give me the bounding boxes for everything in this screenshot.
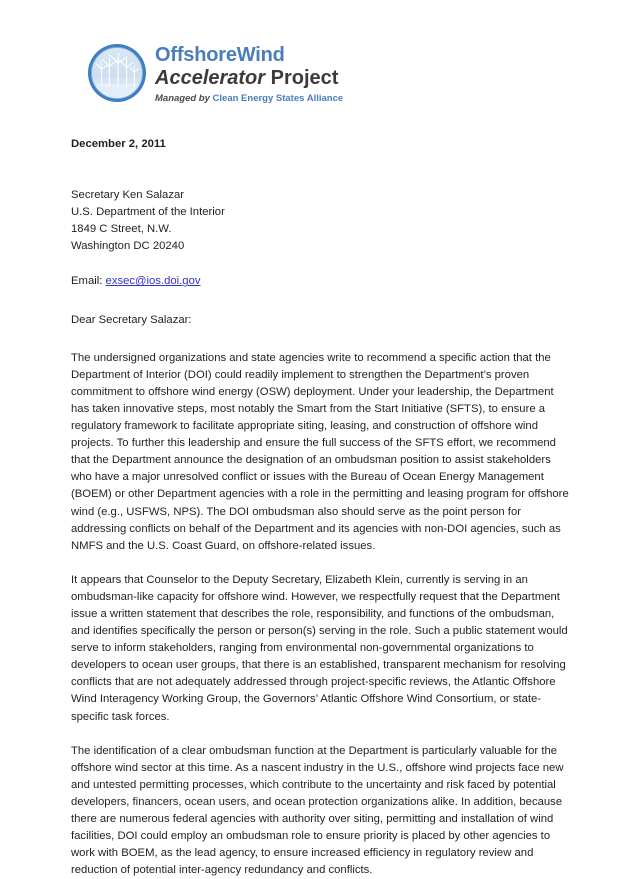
wordmark: [155, 44, 343, 104]
brand-name-offshorewind: OffshoreWind: [155, 44, 285, 66]
body-paragraph: The undersigned organizations and state agencies write to recommend a specific action that the Department of Interior (DOI) could readily implement to strengthen the Department’s proven commitment to offshore wind energy (OSW) deployment. Under your leadership, the Department has taken innovative steps, most notably the Smart from the Start Initiative (SFTS), to ensure a regulatory framework to facilitate appropriate siting, leasing, and construction of offshore wind projects. To further this leadership and ensure the full success of the SFTS effort, we recommend that the Department announce the designation of an ombudsman position to assist stakeholders who have a major unresolved conflict or issues with the Bureau of Ocean Energy Management (BOEM) or other Department agencies with a role in the permitting and leasing program for offshore wind (e.g., USFWS, NPS). The DOI ombudsman also should serve as the point person for addressing conflicts on behalf of the Department and its agencies with non-DOI agencies, such as NMFS and the U.S. Coast Guard, on offshore-related issues.: [71, 351, 569, 552]
brand-name-accelerator-project: [155, 67, 343, 90]
brand-word-accelerator: Accelerator: [155, 67, 266, 89]
email-label: Email:: [71, 275, 103, 288]
brand-tagline: [155, 93, 343, 104]
address-line: 1849 C Street, N.W.: [71, 223, 172, 236]
address-line: Washington DC 20240: [71, 240, 185, 253]
offshore-wind-turbines-badge-icon: [91, 47, 143, 99]
address-line: Secretary Ken Salazar: [71, 189, 185, 202]
brand-word-project: Project: [270, 67, 339, 89]
salutation: Dear Secretary Salazar:: [71, 313, 192, 326]
offshore-wind-logo: [88, 44, 146, 102]
email-link[interactable]: exsec@ios.doi.gov: [105, 275, 201, 288]
letterhead: [88, 44, 343, 104]
tagline-organization: Clean Energy States Alliance: [212, 93, 344, 104]
recipient-email-line: [71, 273, 571, 290]
body-paragraph: It appears that Counselor to the Deputy Secretary, Elizabeth Klein, currently is serving in an ombudsman-like capacity for offshore wind. However, we respectfully request that the Department issue a written statement that describes the role, responsibility, and functions of the ombudsman, and identifies specifically the person or person(s) serving in the role. Such a public statement would serve to inform stakeholders, ranging from environmental non-governmental organizations to developers to ocean user groups, that there is an established, transparent mechanism for resolving conflicts that are not adequately addressed through project-specific reviews, the Atlantic Offshore Wind Interagency Working Group, the Governors’ Atlantic Offshore Wind Consortium, or state-specific task forces.: [71, 573, 568, 723]
address-line: U.S. Department of the Interior: [71, 206, 225, 219]
tagline-managed-by: Managed by: [155, 93, 210, 104]
body-paragraph: The identification of a clear ombudsman function at the Department is particularly valuable for the offshore wind sector at this time. As a nascent industry in the U.S., offshore wind projects face new and untested permitting processes, which contribute to the uncertainty and risk faced by potential developers, financers, ocean users, and ocean protection organizations alike. In addition, because there are numerous federal agencies with authority over siting, permitting and installation of wind facilities, DOI could employ an ombudsman role to ensure priority is placed by other agencies to work with BOEM, as the lead agency, to ensure increased efficiency in regulatory review and reduction of potential inter-agency redundancy and conflicts.: [71, 744, 564, 877]
recipient-address-block: [71, 187, 571, 255]
letter-date: December 2, 2011: [71, 138, 166, 150]
letter-content: [71, 136, 571, 879]
